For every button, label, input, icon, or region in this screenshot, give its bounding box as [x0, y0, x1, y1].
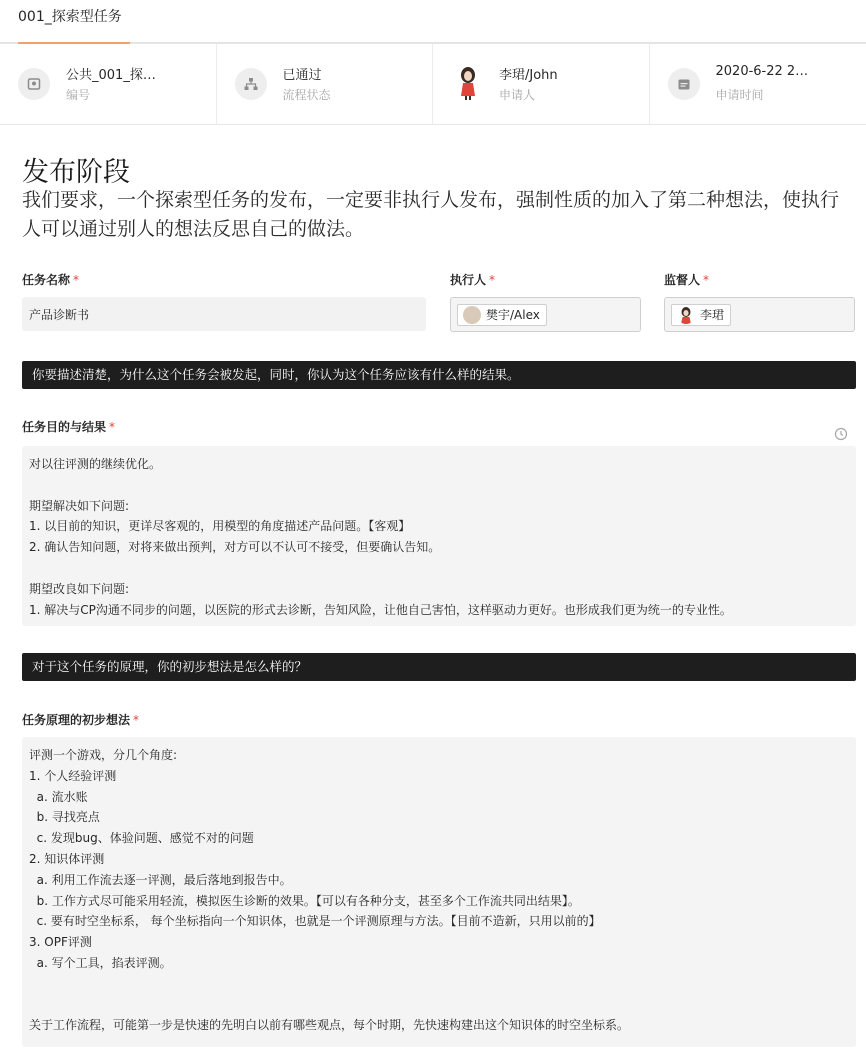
executor-label	[450, 271, 495, 288]
purpose-label	[22, 418, 115, 435]
user-chip[interactable]	[671, 304, 731, 326]
info-label: 申请人	[499, 88, 536, 102]
user-chip-name: 李珺	[700, 308, 725, 322]
required-mark: *	[133, 713, 140, 727]
field-label-text: 任务目的与结果	[22, 420, 107, 434]
page-title: 发布阶段	[22, 157, 130, 188]
purpose-textarea[interactable]: 对以往评测的继续优化。 期望解决如下问题: 1. 以目前的知识，更详尽客观的，用模型的角度描述产品问题。【客观】 2. 确认告知问题，对将来做出预判，对方可以不认可不接受，但要确认告知。 期望改良如下问题: 1. 解决与CP沟通不同步的问题，以医院的形式去诊断，告知风险，让他自己害怕，这样驱动力更好。也形成我们更为统一的专业性。	[22, 446, 856, 626]
executor-field[interactable]	[450, 297, 641, 332]
user-chip-name: 樊宇/Alex	[486, 308, 540, 322]
calendar-icon	[668, 68, 700, 100]
info-value: 2020-6-22 2…	[715, 64, 809, 79]
history-icon[interactable]	[834, 427, 848, 441]
required-mark: *	[703, 273, 710, 287]
info-label: 流程状态	[282, 88, 331, 102]
info-cell-id	[0, 44, 217, 124]
supervisor-field[interactable]	[664, 297, 855, 332]
supervisor-label	[664, 271, 709, 288]
field-label-text: 监督人	[664, 273, 701, 287]
info-cell-time	[650, 44, 866, 124]
info-value: 李珺/John	[499, 68, 558, 83]
user-chip[interactable]	[457, 304, 547, 326]
id-card-icon	[18, 68, 50, 100]
required-mark: *	[489, 273, 496, 287]
info-cell-status	[217, 44, 434, 124]
guide-banner: 对于这个任务的原理，你的初步想法是怎么样的？	[22, 653, 856, 681]
avatar	[677, 306, 695, 324]
required-mark: *	[109, 420, 116, 434]
tab-bar	[0, 0, 866, 44]
guide-banner: 你要描述清楚，为什么这个任务会被发起，同时，你认为这个任务应该有什么样的结果。	[22, 361, 856, 389]
tab-task[interactable]: 001_探索型任务	[18, 9, 122, 25]
task-name-field[interactable]: 产品诊断书	[22, 297, 426, 331]
field-label-text: 任务原理的初步想法	[22, 713, 131, 727]
info-cell-applicant	[433, 44, 650, 124]
info-value: 已通过	[282, 68, 322, 83]
avatar	[463, 306, 481, 324]
info-label: 编号	[66, 88, 91, 102]
required-mark: *	[73, 273, 80, 287]
principle-textarea[interactable]: 评测一个游戏，分几个角度: 1. 个人经验评测 a. 流水账 b. 寻找亮点 c. 发现bug、体验问题、感觉不对的问题 2. 知识体评测 a. 利用工作流去逐一评测，最后落地到报告中。 b. 工作方式尽可能采用轻流，模拟医生诊断的效果。【可以有各种分支，甚至多个工作流共同出结果】。 c. 要有时空坐标系， 每个坐标指向一个知识体，也就是一个评测原理与方法。【目前不造新，只用以前的】 3. OPF评测 a. 写个工具，掐表评测。 关于工作流程，可能第一步是快速的先明白以前有哪些观点，每个时期，先快速构建出这个知识体的时空坐标系。	[22, 737, 856, 1047]
stage-description: 我们要求，一个探索型任务的发布，一定要非执行人发布，强制性质的加入了第二种想法，使执行人可以通过别人的想法反思自己的做法。	[22, 189, 840, 240]
org-tree-icon	[235, 68, 267, 100]
info-label: 申请时间	[715, 88, 764, 102]
principle-label	[22, 711, 139, 728]
field-label-text: 任务名称	[22, 273, 71, 287]
field-label-text: 执行人	[450, 273, 487, 287]
info-value: 公共_001_探…	[66, 68, 156, 83]
info-bar	[0, 44, 866, 125]
avatar	[457, 66, 479, 100]
task-name-label	[22, 271, 79, 288]
